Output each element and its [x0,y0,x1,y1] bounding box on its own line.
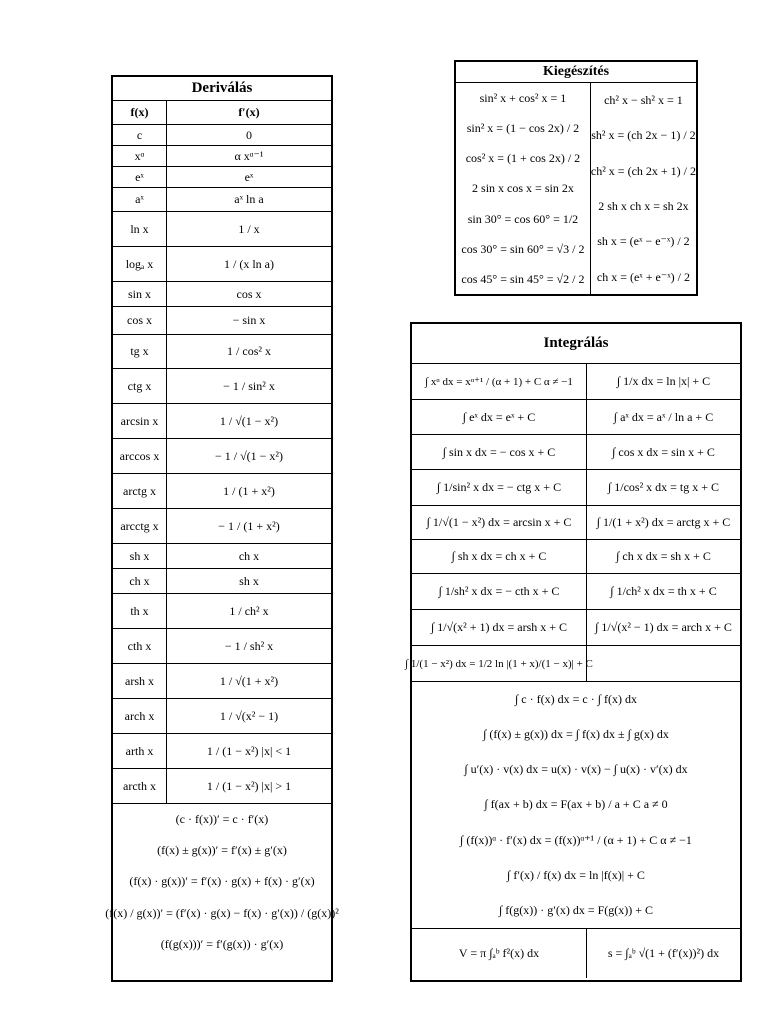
integral-left: ∫ xᵅ dx = xᵅ⁺¹ / (α + 1) + C α ≠ −1 [412,364,587,399]
derivative-cell: 1 / (1 − x²) |x| < 1 [206,743,292,758]
integral-row [412,540,740,574]
integral-right: ∫ 1/cos² x dx = tg x + C [607,480,720,494]
derivation-rule: (f(x) · g(x))′ = f′(x) · g(x) + f(x) · g′(x) [129,874,315,889]
derivative-cell: 1 / (1 − x²) |x| > 1 [206,778,292,793]
derivalas-table [105,75,339,982]
integral-right: ∫ 1/x dx = ln |x| + C [616,374,711,388]
integral-row [412,364,740,400]
integral-row [405,646,740,682]
derivalas-rows [113,125,331,804]
function-cell: aˣ [113,188,167,211]
function-cell: c [113,125,167,145]
derivalas-row [113,699,331,734]
kiegeszites-hyperbolic-column [591,83,696,295]
derivalas-row [113,734,331,769]
kiegeszites-title: Kiegészítés [456,62,696,83]
derivalas-row [113,664,331,699]
derivalas-header-row [113,101,331,125]
function-cell: arcsin x [113,404,167,438]
function-cell: cos x [113,307,167,334]
derivative-cell: aˣ ln a [234,192,264,206]
integral-left: ∫ 1/(1 − x²) dx = 1/2 ln |(1 + x)/(1 − x)| + C [412,646,587,681]
derivative-cell: − 1 / √(1 − x²) [214,448,284,463]
derivalas-row [113,188,331,212]
integral-row [412,470,740,506]
function-cell: ln x [113,212,167,246]
function-cell: xᵅ [113,146,167,166]
integration-rule: ∫ c · f(x) dx = c · ∫ f(x) dx [515,692,637,707]
integral-left: ∫ 1/√(x² + 1) dx = arsh x + C [412,610,587,645]
integral-left: ∫ 1/√(1 − x²) dx = arcsin x + C [412,506,587,539]
derivative-cell: 1 / (x ln a) [224,256,274,271]
derivalas-row [113,629,331,664]
derivative-cell: 1 / cos² x [227,344,271,358]
function-cell: arctg x [113,474,167,508]
identity-right: ch² x = (ch 2x + 1) / 2 [590,163,696,178]
identity-right: 2 sh x ch x = sh 2x [598,199,689,214]
identity-right: ch x = (eˣ + e⁻ˣ) / 2 [596,269,690,284]
function-cell: arsh x [113,664,167,698]
kiegeszites-trig-column [456,83,591,295]
integral-row [412,574,740,610]
integral-row [412,610,740,646]
integral-left: ∫ eˣ dx = eˣ + C [412,400,587,434]
header-fp: f′(x) [238,105,260,119]
derivation-rule: (f(x) ± g(x))′ = f′(x) ± g′(x) [157,843,287,858]
derivative-cell: 1 / √(1 − x²) [219,413,279,428]
function-cell: arth x [113,734,167,768]
derivative-cell: − 1 / sin² x [223,378,275,393]
function-cell: th x [113,594,167,628]
derivalas-row [113,569,331,594]
derivalas-rules [105,804,339,960]
derivalas-row [113,769,331,804]
derivative-cell: 1 / ch² x [229,603,269,618]
integration-rule: ∫ f(ax + b) dx = F(ax + b) / a + C a ≠ 0 [484,797,668,812]
derivalas-row [113,247,331,282]
derivalas-row [113,439,331,474]
function-cell: ctg x [113,369,167,403]
integralas-title: Integrálás [412,324,740,364]
integral-left: ∫ sin x dx = − cos x + C [412,435,587,469]
derivative-cell: sh x [239,573,259,588]
derivalas-row [113,369,331,404]
derivalas-row [113,125,331,146]
integration-rule: ∫ f(g(x)) · g′(x) dx = F(g(x)) + C [498,902,654,917]
derivalas-row [113,212,331,247]
derivation-rule: (f(g(x)))′ = f′(g(x)) · g′(x) [160,936,284,951]
function-cell: arcctg x [113,509,167,543]
arclength-formula: s = ∫ₐᵇ √(1 + (f′(x))²) dx [607,946,720,960]
identity-left: sin² x + cos² x = 1 [479,90,567,105]
derivalas-row [113,167,331,188]
function-cell: arcth x [113,769,167,803]
integral-right [587,646,740,681]
derivative-cell: ch x [238,548,260,563]
integralas-table [405,322,742,982]
derivative-cell: α xᵅ⁻¹ [234,148,264,163]
volume-formula: V = π ∫ₐᵇ f²(x) dx [412,929,587,978]
integration-rule: ∫ (f(x))ᵅ · f′(x) dx = (f(x))ᵅ⁺¹ / (α + 1) + C α ≠ −1 [460,832,692,847]
derivalas-row [113,307,331,335]
integration-rule: ∫ f′(x) / f(x) dx = ln |f(x)| + C [507,867,645,882]
integral-row [412,435,740,470]
function-cell: arch x [113,699,167,733]
kiegeszites-table [454,60,698,296]
integral-right: ∫ 1/ch² x dx = th x + C [610,584,717,598]
derivative-cell: eˣ [244,169,254,184]
derivation-rule: (c · f(x))′ = c · f′(x) [175,812,269,827]
derivative-cell: cos x [236,286,262,301]
derivative-cell: − 1 / (1 + x²) [218,518,280,533]
derivalas-row [113,404,331,439]
derivalas-row [113,544,331,569]
integral-right: ∫ aˣ dx = aˣ / ln a + C [613,409,714,424]
integralas-rows [405,364,740,682]
derivative-cell: 1 / x [238,221,260,236]
integration-rule: ∫ (f(x) ± g(x)) dx = ∫ f(x) dx ± ∫ g(x) dx [483,727,669,742]
header-f: f(x) [113,101,167,124]
integral-left: ∫ sh x dx = ch x + C [412,540,587,573]
derivalas-row [113,509,331,544]
identity-left: 2 sin x cos x = sin 2x [472,181,574,196]
identity-right: ch² x − sh² x = 1 [604,93,683,108]
derivative-cell: 1 / √(1 + x²) [219,673,279,688]
derivative-cell: − 1 / sh² x [224,638,274,653]
integral-right: ∫ 1/(1 + x²) dx = arctg x + C [596,515,731,529]
identity-left: cos 45° = sin 45° = √2 / 2 [461,272,585,287]
derivalas-row [113,474,331,509]
identity-left: cos² x = (1 + cos 2x) / 2 [465,151,581,166]
integral-row [412,400,740,435]
derivalas-row [113,335,331,369]
derivalas-title: Deriválás [113,77,331,101]
integralas-rules [412,682,740,929]
identity-left: sin 30° = cos 60° = 1/2 [467,211,579,226]
derivation-rule: (f(x) / g(x))′ = (f′(x) · g(x) − f(x) · g′(x)) / (g(x))² [105,905,339,920]
derivalas-row [113,282,331,307]
function-cell: sh x [113,544,167,568]
function-cell: logₐ x [113,247,167,281]
function-cell: tg x [113,335,167,368]
derivative-cell: 1 / √(x² − 1) [219,708,279,723]
derivative-cell: 0 [246,127,252,142]
integral-right: ∫ 1/√(x² − 1) dx = arch x + C [595,620,732,634]
integral-left: ∫ 1/sin² x dx = − ctg x + C [412,470,587,505]
integral-left: ∫ 1/sh² x dx = − cth x + C [412,574,587,609]
identity-right: sh² x = (ch 2x − 1) / 2 [591,128,696,143]
integral-right: ∫ ch x dx = sh x + C [616,549,711,563]
integral-right: ∫ cos x dx = sin x + C [612,444,715,459]
derivalas-row [113,146,331,167]
integral-row [412,506,740,540]
identity-left: cos 30° = sin 60° = √3 / 2 [461,242,585,257]
identity-right: sh x = (eˣ − e⁻ˣ) / 2 [597,234,690,249]
function-cell: ch x [113,569,167,593]
identity-left: sin² x = (1 − cos 2x) / 2 [466,120,580,135]
derivative-cell: 1 / (1 + x²) [223,483,275,498]
function-cell: cth x [113,629,167,663]
derivalas-row [113,594,331,629]
integralas-applications [412,929,740,978]
derivative-cell: − sin x [232,313,266,327]
function-cell: eˣ [113,167,167,187]
function-cell: arccos x [113,439,167,473]
integration-rule: ∫ u′(x) · v(x) dx = u(x) · v(x) − ∫ u(x) · v′(x) dx [464,762,688,777]
function-cell: sin x [113,282,167,306]
